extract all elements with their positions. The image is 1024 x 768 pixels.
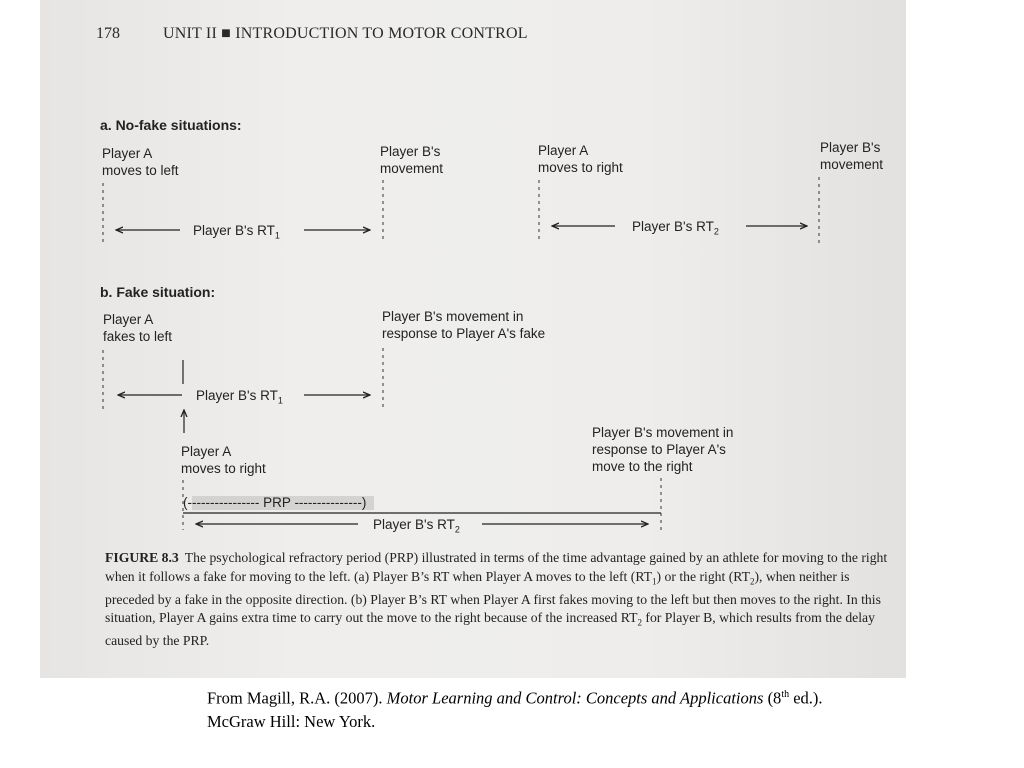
b-label-prp: (---------------- PRP ---------------) (183, 495, 367, 510)
a-label-rt1: Player B's $RT_1$ (193, 223, 280, 241)
a-label-rt2: Player B's $RT_2$ (632, 219, 719, 237)
a-label-player-b-movement-1: Player B's movement (380, 144, 444, 176)
scanned-textbook-page (40, 0, 906, 678)
b-label-player-a-fake: Player A fakes to left (103, 312, 173, 344)
page-number: 178 (96, 25, 120, 42)
b-label-player-b-response-right: Player B's movement in response to Player A's move to the right (592, 425, 734, 474)
figure-caption: FIGURE 8.3 The psychological refractory period (PRP) illustrated in terms of the time advantage gained by an athlete for moving to the right when it follows a fake for moving to the left. (a) Player B’s RT when Player A moves to the left $(RT_1)$ or the right $(RT_2)$, when neither is preceded by a fake in the opposite direction. (b) Player B’s RT when Player A first fakes moving to the left but then moves to the right. In this situation, Player A gains extra time to carry out the move to the right because of the increased $RT_2$ for Player B, which results from the delay caused by the PRP. (105, 550, 888, 649)
page-header: UNIT II ■ INTRODUCTION TO MOTOR CONTROL (163, 25, 528, 42)
section-b-title: b. Fake situation: (100, 284, 216, 300)
a-label-player-a-left: Player A moves to left (102, 146, 179, 178)
a-label-player-b-movement-2: Player B's movement (820, 140, 884, 172)
b-label-rt1: Player B's $RT_1$ (196, 388, 283, 406)
figure-label: FIGURE 8.3 (105, 550, 179, 565)
section-a-title: a. No-fake situations: (100, 117, 242, 133)
b-label-rt2: Player B's $RT_2$ (373, 517, 460, 535)
a-label-player-a-right: Player A moves to right (538, 143, 623, 175)
b-label-player-b-response-fake: Player B's movement in response to Player A's fake (382, 309, 546, 341)
b-label-player-a-moves-right: Player A moves to right (181, 444, 266, 476)
source-citation: From Magill, R.A. (2007). Motor Learning and Control: Concepts and Applications (8th ed.). McGraw Hill: New York. (207, 688, 823, 731)
